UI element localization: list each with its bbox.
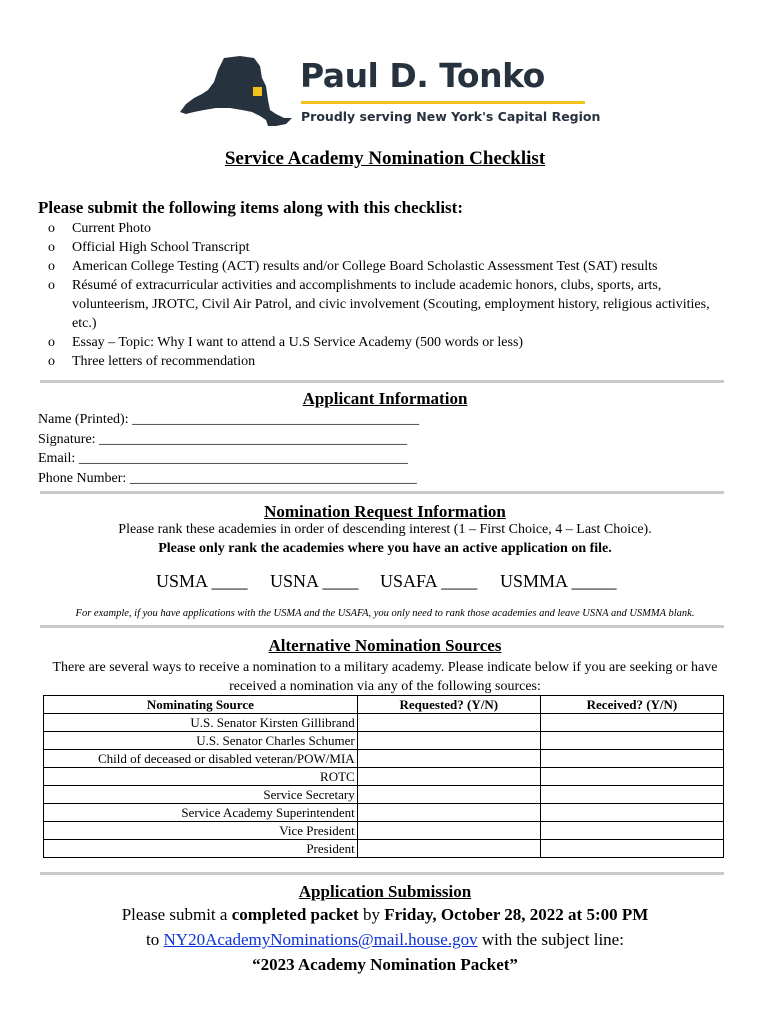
applicant-fields bbox=[38, 410, 419, 488]
checklist-item: o Essay – Topic: Why I want to attend a U.S Service Academy (500 words or less) bbox=[48, 335, 524, 350]
received-cell[interactable] bbox=[540, 786, 723, 804]
checklist-item: o Résumé of extracurricular activities and accomplishments to include academic honors, clubs, sports, arts, volunteerism, JROTC, Civil Air Patrol, and civic involvement (Scouting, employment history, religious activities, etc.) bbox=[48, 278, 710, 331]
table-row bbox=[44, 714, 724, 732]
requested-cell[interactable] bbox=[357, 750, 540, 768]
table-row bbox=[44, 840, 724, 858]
rank-example: For example, if you have applications with the USMA and the USAFA, you only need to rank those academies and leave USNA and USMMA blank. bbox=[75, 608, 695, 619]
usma-rank-field[interactable]: USMA ____ bbox=[156, 571, 248, 591]
submission-subject: “2023 Academy Nomination Packet” bbox=[252, 955, 518, 974]
academy-rank-fields bbox=[156, 571, 617, 592]
new-york-state-map-icon bbox=[180, 56, 292, 136]
received-cell[interactable] bbox=[540, 750, 723, 768]
usna-rank-field[interactable]: USNA ____ bbox=[270, 571, 359, 591]
checklist bbox=[48, 219, 728, 371]
usafa-rank-field[interactable]: USAFA ____ bbox=[380, 571, 478, 591]
checklist-item: o Three letters of recommendation bbox=[48, 354, 256, 369]
submission-email-link[interactable]: NY20AcademyNominations@mail.house.gov bbox=[163, 930, 478, 949]
requested-cell[interactable] bbox=[357, 768, 540, 786]
section-divider bbox=[40, 491, 724, 494]
source-cell: Child of deceased or disabled veteran/POW/MIA bbox=[44, 750, 358, 768]
requested-cell[interactable] bbox=[357, 822, 540, 840]
phone-field[interactable]: Phone Number: _________________________________________ bbox=[38, 470, 417, 486]
checklist-intro: Please submit the following items along with this checklist: bbox=[38, 198, 463, 217]
header-name: Paul D. Tonko bbox=[300, 56, 545, 95]
source-cell: U.S. Senator Charles Schumer bbox=[44, 732, 358, 750]
bullet-icon: o bbox=[48, 221, 55, 236]
bullet-icon: o bbox=[48, 278, 55, 293]
received-cell[interactable] bbox=[540, 768, 723, 786]
requested-cell[interactable] bbox=[357, 804, 540, 822]
requested-cell[interactable] bbox=[357, 714, 540, 732]
submission-heading: Application Submission bbox=[298, 882, 472, 901]
column-header: Received? (Y/N) bbox=[540, 696, 723, 714]
header-accent-rule bbox=[301, 101, 585, 104]
email-field[interactable]: Email: _______________________________________________ bbox=[38, 451, 408, 466]
nomination-sources-table bbox=[43, 695, 724, 858]
table-row bbox=[44, 804, 724, 822]
nomination-request-heading: Nomination Request Information bbox=[264, 502, 506, 521]
applicant-heading: Applicant Information bbox=[302, 389, 468, 408]
bullet-icon: o bbox=[48, 240, 55, 255]
table-row bbox=[44, 732, 724, 750]
bullet-icon: o bbox=[48, 354, 55, 369]
column-header: Requested? (Y/N) bbox=[357, 696, 540, 714]
requested-cell[interactable] bbox=[357, 786, 540, 804]
submission-deadline: Please submit a completed packet by Friday, October 28, 2022 at 5:00 PM bbox=[121, 905, 649, 924]
bullet-icon: o bbox=[48, 259, 55, 274]
source-cell: President bbox=[44, 840, 358, 858]
source-cell: U.S. Senator Kirsten Gillibrand bbox=[44, 714, 358, 732]
requested-cell[interactable] bbox=[357, 840, 540, 858]
header-tagline: Proudly serving New York's Capital Region bbox=[301, 109, 601, 124]
checklist-item: o American College Testing (ACT) results and/or College Board Scholastic Assessment Test (SAT) results bbox=[48, 259, 658, 274]
received-cell[interactable] bbox=[540, 822, 723, 840]
alternative-sources-heading: Alternative Nomination Sources bbox=[268, 636, 502, 655]
rank-instructions: Please rank these academies in order of descending interest (1 – First Choice, 4 – Last Choice). bbox=[118, 522, 652, 537]
received-cell[interactable] bbox=[540, 732, 723, 750]
received-cell[interactable] bbox=[540, 840, 723, 858]
section-divider bbox=[40, 872, 724, 875]
header-logo bbox=[180, 52, 600, 142]
checklist-item: o Current Photo bbox=[48, 221, 151, 236]
table-row bbox=[44, 750, 724, 768]
usmma-rank-field[interactable]: USMMA _____ bbox=[500, 571, 617, 591]
received-cell[interactable] bbox=[540, 714, 723, 732]
table-row bbox=[44, 786, 724, 804]
received-cell[interactable] bbox=[540, 804, 723, 822]
bullet-icon: o bbox=[48, 335, 55, 350]
name-field[interactable]: Name (Printed): _________________________________________ bbox=[38, 412, 420, 427]
requested-cell[interactable] bbox=[357, 732, 540, 750]
source-cell: ROTC bbox=[44, 768, 358, 786]
section-divider bbox=[40, 380, 724, 383]
column-header: Nominating Source bbox=[44, 696, 358, 714]
section-divider bbox=[40, 625, 724, 628]
signature-field[interactable]: Signature: ____________________________________________ bbox=[38, 431, 408, 447]
source-cell: Service Secretary bbox=[44, 786, 358, 804]
table-row bbox=[44, 768, 724, 786]
source-cell: Service Academy Superintendent bbox=[44, 804, 358, 822]
checklist-item: o Official High School Transcript bbox=[48, 240, 250, 255]
submission-email-line: to NY20AcademyNominations@mail.house.gov with the subject line: bbox=[146, 930, 624, 949]
rank-instructions-bold: Please only rank the academies where you have an active application on file. bbox=[158, 541, 612, 556]
table-row bbox=[44, 822, 724, 840]
alternative-sources-text: There are several ways to receive a nomination to a military academy. Please indicate below if you are seeking or have received a nomination via any of the following sources: bbox=[52, 660, 718, 694]
page-title: Service Academy Nomination Checklist bbox=[224, 148, 546, 169]
source-cell: Vice President bbox=[44, 822, 358, 840]
